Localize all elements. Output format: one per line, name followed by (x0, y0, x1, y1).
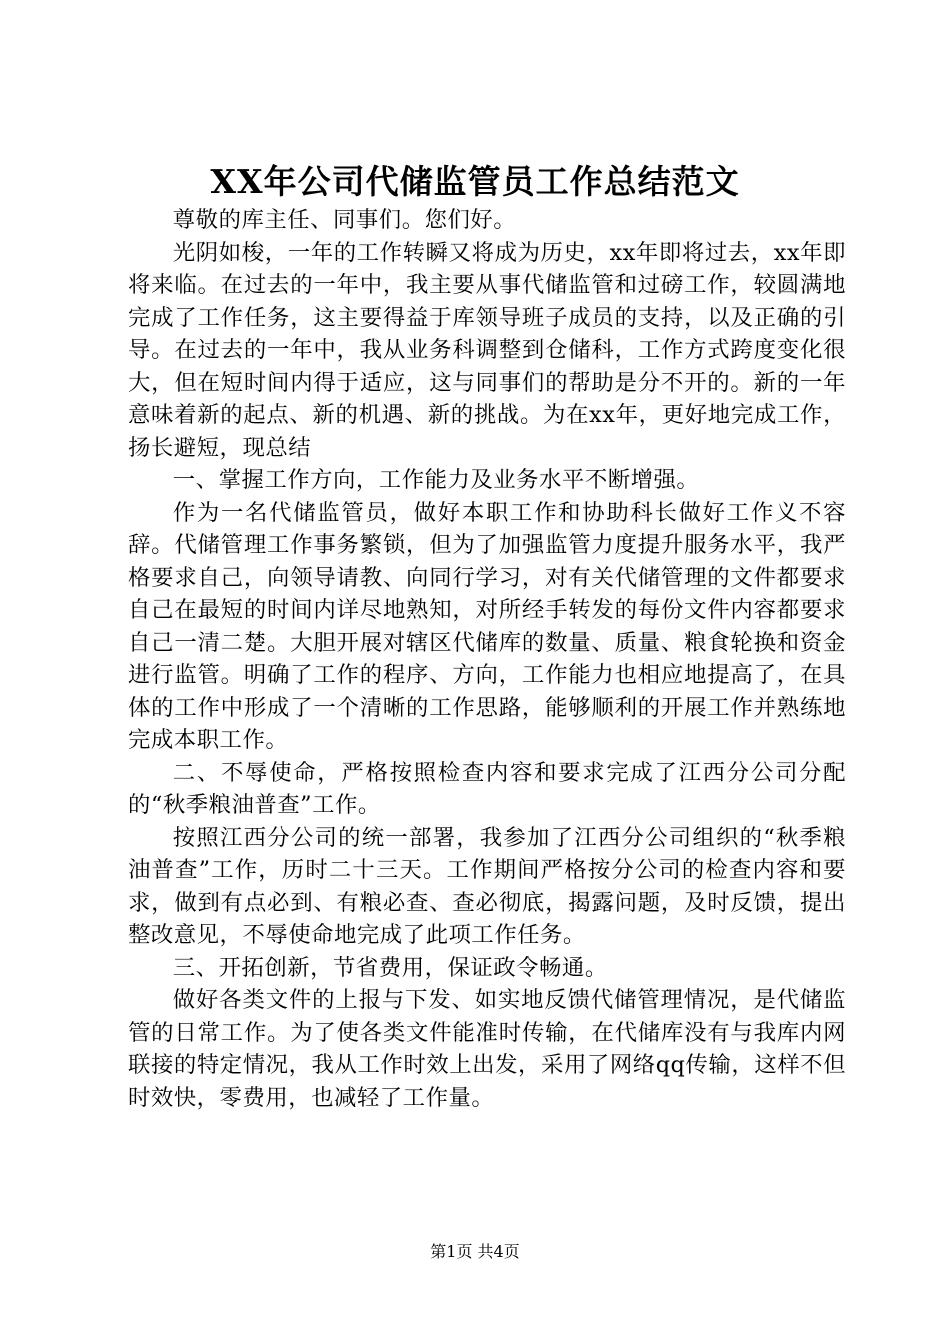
paragraph-section-2: 按照江西分公司的统一部署，我参加了江西分公司组织的“秋季粮油普查”工作，历时二十三天。工作期间严格按分公司的检查内容和要求，做到有点必到、有粮必查、查必彻底，揭露问题，及时反馈，提出整改意见，不辱使命地完成了此项工作任务。 (128, 824, 846, 948)
paragraph-greeting: 尊敬的库主任、同事们。您们好。 (172, 207, 517, 233)
section-heading-3: 三、开拓创新，节省费用，保证政令畅通。 (172, 954, 608, 981)
document-body (128, 204, 846, 1114)
paragraph-intro: 光阴如梭，一年的工作转瞬又将成为历史，xx年即将过去，xx年即将来临。在过去的一年中，我主要从事代储监管和过磅工作，较圆满地完成了工作任务，这主要得益于库领导班子成员的支持，以及正确的引导。在过去的一年中，我从业务科调整到仓储科，工作方式跨度变化很大，但在短时间内得于适应，这与同事们的帮助是分不开的。新的一年意味着新的起点、新的机遇、新的挑战。为在xx年，更好地完成工作，扬长避短，现总结 (128, 239, 846, 461)
section-heading-2: 二、不辱使命，严格按照检查内容和要求完成了江西分公司分配的“秋季粮油普查”工作。 (128, 759, 846, 818)
paragraph-section-1: 作为一名代储监管员，做好本职工作和协助科长做好工作义不容辞。代储管理工作事务繁锁，但为了加强监管力度提升服务水平，我严格要求自己，向领导请教、向同行学习，对有关代储管理的文件都要求自己在最短的时间内详尽地熟知，对所经手转发的每份文件内容都要求自己一清二楚。大胆开展对辖区代储库的数量、质量、粮食轮换和资金进行监管。明确了工作的程序、方向，工作能力也相应地提高了，在具体的工作中形成了一个清晰的工作思路，能够顺利的开展工作并熟练地完成本职工作。 (128, 499, 846, 753)
paragraph-section-3: 做好各类文件的上报与下发、如实地反馈代储管理情况，是代储监管的日常工作。为了使各类文件能准时传输，在代储库没有与我库内网联接的特定情况，我从工作时效上出发，采用了网络qq传输，这样不但时效快，零费用，也减轻了工作量。 (128, 987, 846, 1111)
document-title: XX年公司代储监管员工作总结范文 (210, 162, 740, 201)
section-heading-1: 一、掌握工作方向，工作能力及业务水平不断增强。 (172, 467, 700, 493)
page-number-footer: 第1页 共4页 (430, 1242, 520, 1261)
